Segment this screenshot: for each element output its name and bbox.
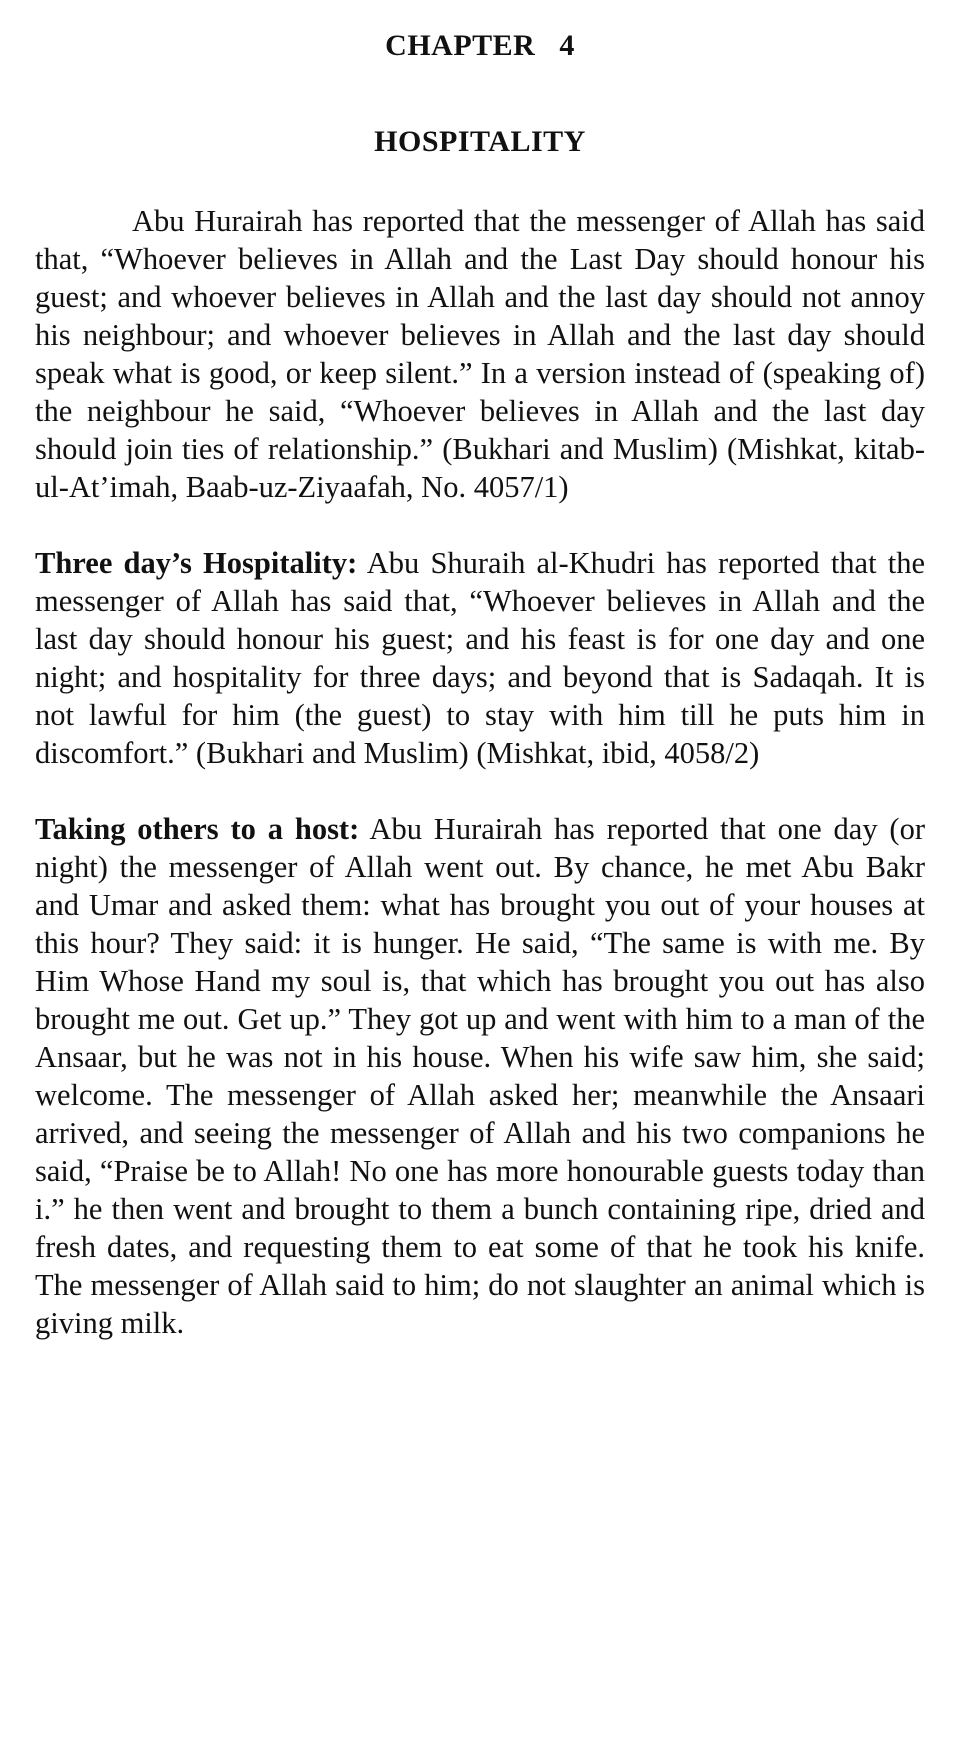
- paragraph-heading-three-days: Three day’s Hospitality:: [35, 546, 358, 580]
- paragraph-taking-others: [35, 810, 925, 1342]
- paragraph-heading-taking-others: Taking others to a host:: [35, 812, 360, 846]
- chapter-number: CHAPTER 4: [385, 29, 575, 62]
- paragraph-intro: [35, 202, 925, 506]
- paragraph-three-days-text: Abu Shuraih al-Khudri has reported that the messenger of Allah has said that, “Whoever believes in Allah and the last day should honour his guest; and his feast is for one day and one night; and hospitality for three days; and beyond that is Sadaqah. It is not lawful for him (the guest) to stay with him till he puts him in discomfort.” (Bukhari and Muslim) (Mishkat, ibid, 4058/2): [35, 546, 925, 770]
- paragraph-taking-others-text: Abu Hurairah has reported that one day (or night) the messenger of Allah went out. By chance, he met Abu Bakr and Umar and asked them: what has brought you out of your houses at this hour? They said: it is hunger. He said, “The same is with me. By Him Whose Hand my soul is, that which has brought you out has also brought me out. Get up.” They got up and went with him to a man of the Ansaar, but he was not in his house. When his wife saw him, she said; welcome. The messenger of Allah asked her; meanwhile the Ansaari arrived, and seeing the messenger of Allah and his two companions he said, “Praise be to Allah! No one has more honourable guests today than i.” he then went and brought to them a bunch containing ripe, dried and fresh dates, and requesting them to eat some of that he took his knife. The messenger of Allah said to him; do not slaughter an animal which is giving milk.: [35, 812, 925, 1340]
- document-page: [35, 0, 925, 1342]
- paragraph-intro-text: Abu Hurairah has reported that the messenger of Allah has said that, “Whoever believes in Allah and the Last Day should honour his guest; and whoever believes in Allah and the last day should not annoy his neighbour; and whoever believes in Allah and the last day should speak what is good, or keep silent.” In a version instead of (speaking of) the neighbour he said, “Whoever believes in Allah and the last day should join ties of relationship.” (Bukhari and Muslim) (Mishkat, kitab-ul-At’imah, Baab-uz-Ziyaafah, No. 4057/1): [35, 204, 925, 504]
- chapter-title: HOSPITALITY: [374, 125, 586, 158]
- paragraph-three-days-hospitality: [35, 544, 925, 772]
